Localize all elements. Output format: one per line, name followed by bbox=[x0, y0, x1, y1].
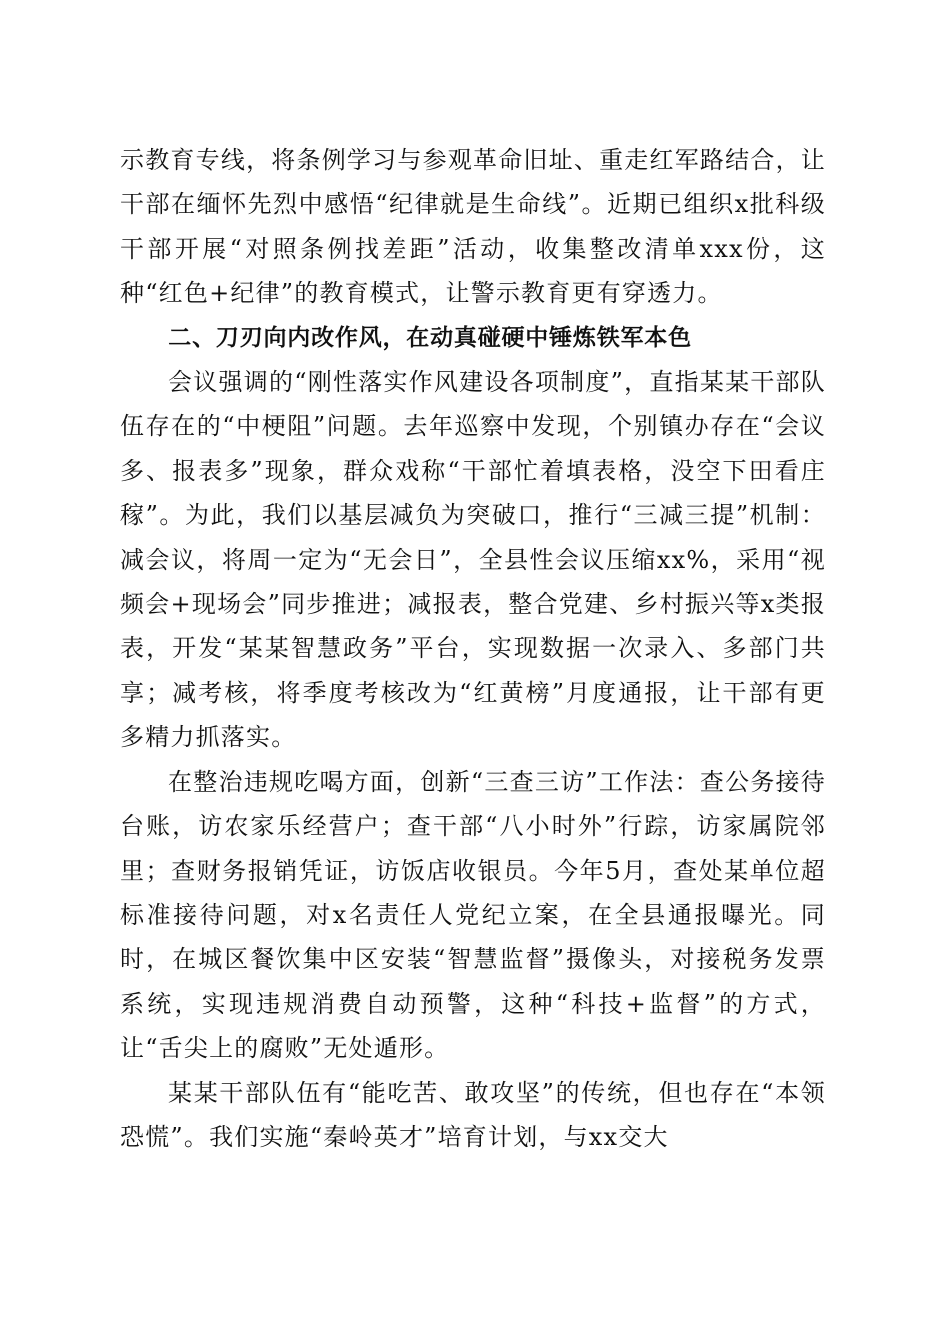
document-body bbox=[120, 138, 826, 1159]
paragraph-dining-rectification: 在整治违规吃喝方面，创新“三查三访”工作法：查公务接待台账，访农家乐经营户；查干部“八小时外”行踪，访家属院邻里；查财务报销凭证，访饭店收银员。今年5月，查处某单位超标准接待问题，对x名责任人党纪立案，在全县通报曝光。同时，在城区餐饮集中区安装“智慧监督”摄像头，对接税务发票系统，实现违规消费自动预警，这种“科技+监督”的方式，让“舌尖上的腐败”无处遁形。 bbox=[120, 767, 826, 1063]
paragraph-continued: 示教育专线，将条例学习与参观革命旧址、重走红军路结合，让干部在缅怀先烈中感悟“纪律就是生命线”。近期已组织x批科级干部开展“对照条例找差距”活动，收集整改清单xxx份，这种“红色+纪律”的教育模式，让警示教育更有穿透力。 bbox=[120, 146, 826, 308]
section-heading: 二、刀刃向内改作风，在动真碰硬中锤炼铁军本色 bbox=[168, 324, 692, 351]
paragraph-work-style: 会议强调的“刚性落实作风建设各项制度”，直指某某干部队伍存在的“中梗阻”问题。去年巡察中发现，个别镇办存在“会议多、报表多”现象，群众戏称“干部忙着填表格，没空下田看庄稼”。为此，我们以基层减负为突破口，推行“三减三提”机制：减会议，将周一定为“无会日”，全县性会议压缩xx%，采用“视频会+现场会”同步推进；减报表，整合党建、乡村振兴等x类报表，开发“某某智慧政务”平台，实现数据一次录入、多部门共享；减考核，将季度考核改为“红黄榜”月度通报，让干部有更多精力抓落实。 bbox=[120, 368, 826, 752]
paragraph-talent-training: 某某干部队伍有“能吃苦、敢攻坚”的传统，但也存在“本领恐慌”。我们实施“秦岭英才”培育计划，与xx交大 bbox=[120, 1078, 826, 1151]
